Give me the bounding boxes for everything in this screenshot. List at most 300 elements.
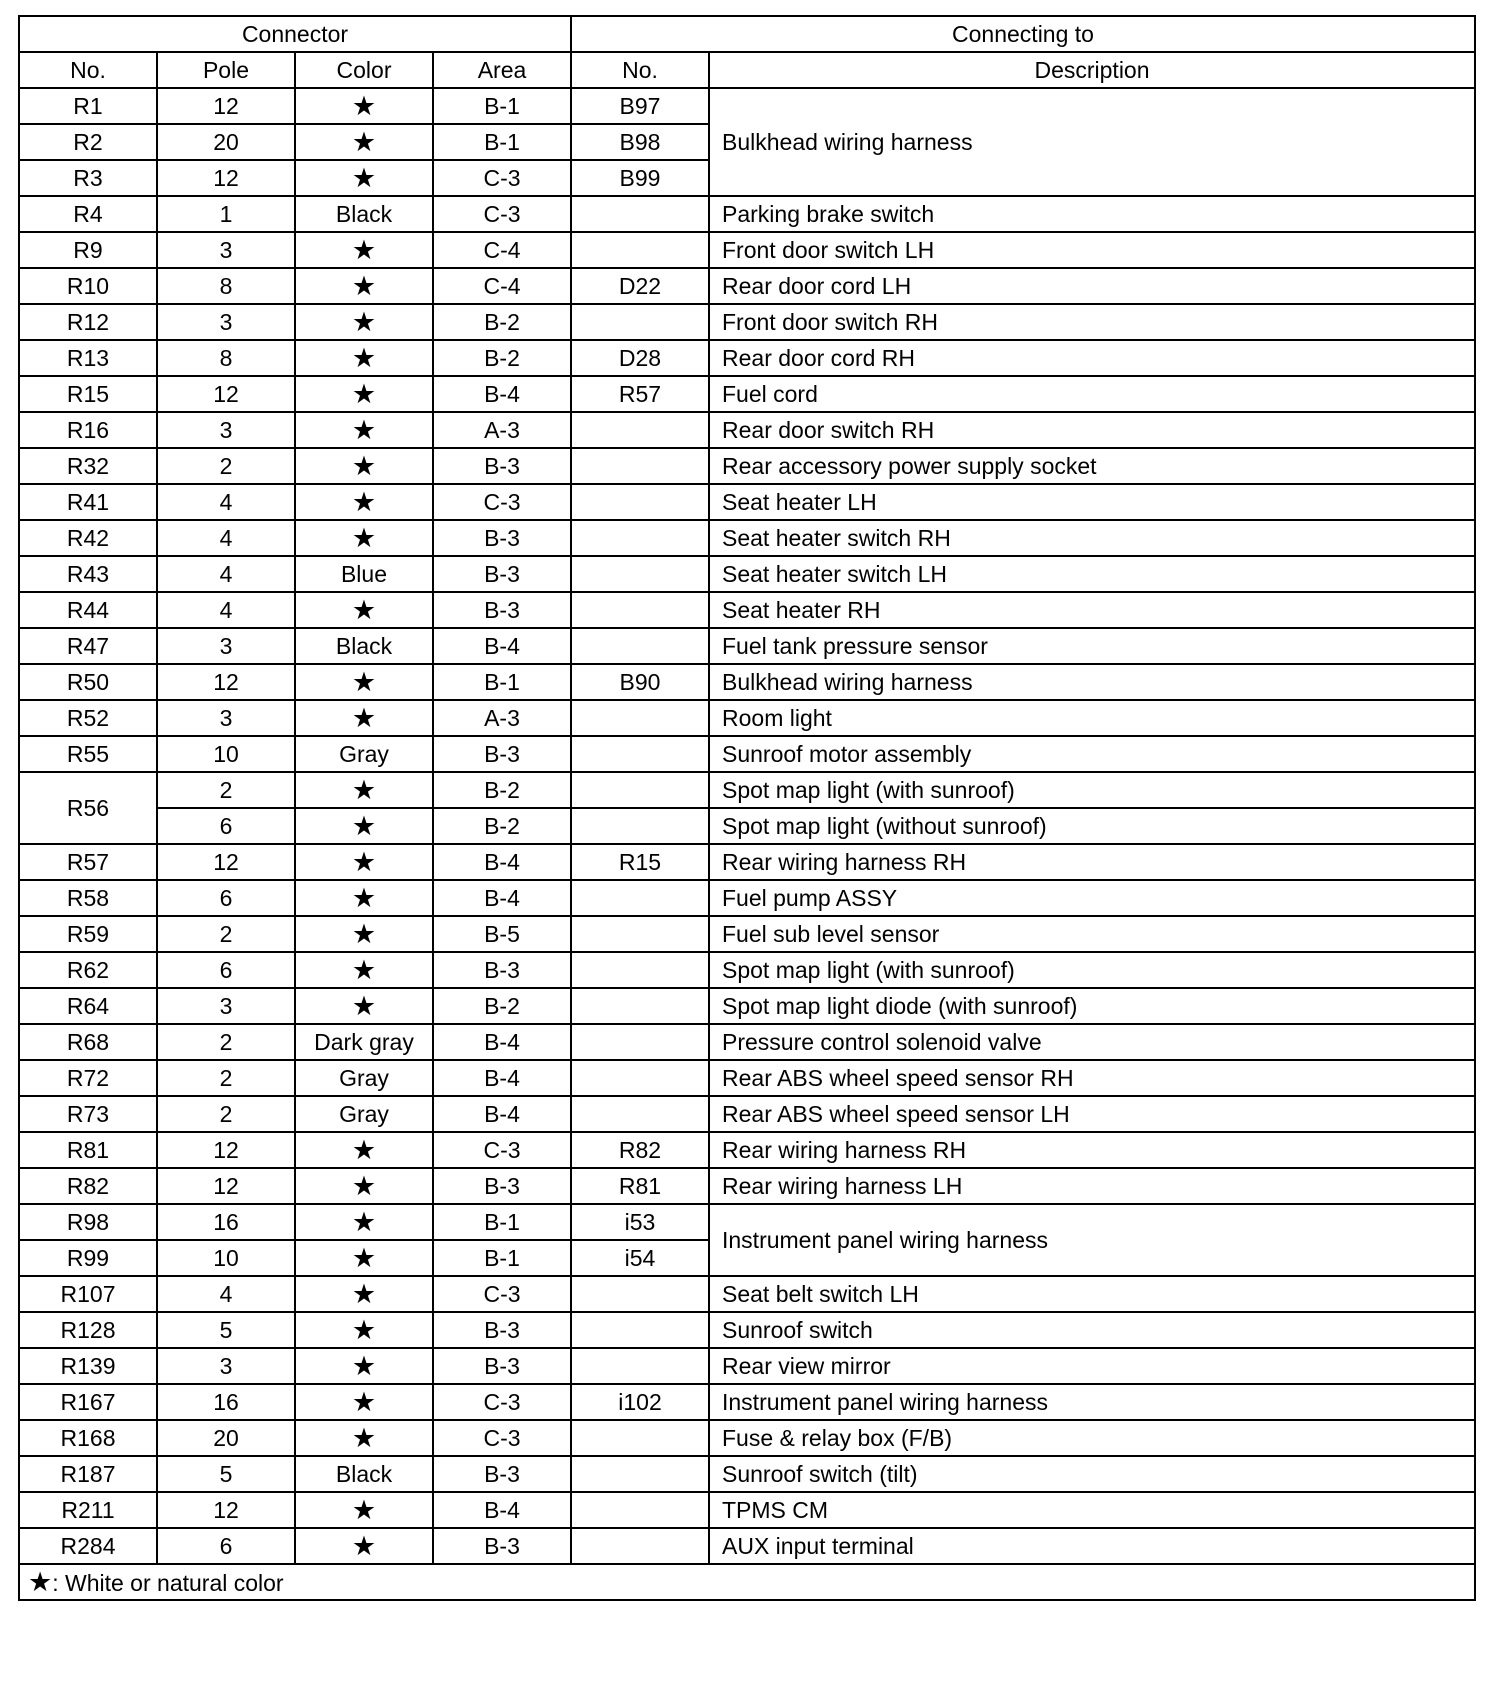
pole-cell: 12 <box>157 376 295 412</box>
description-cell: Sunroof switch (tilt) <box>709 1456 1475 1492</box>
description-cell: Bulkhead wiring harness <box>709 664 1475 700</box>
connecting-no-cell <box>571 1024 709 1060</box>
area-cell: C-3 <box>433 1132 571 1168</box>
table-row <box>19 268 1475 304</box>
table-row <box>19 700 1475 736</box>
connecting-no-cell <box>571 1420 709 1456</box>
color-cell: Black <box>295 1456 433 1492</box>
area-cell: B-3 <box>433 1456 571 1492</box>
connector-no-cell: R139 <box>19 1348 157 1384</box>
star-icon: ★ <box>351 846 377 877</box>
pole-cell: 6 <box>157 808 295 844</box>
area-cell: C-3 <box>433 1384 571 1420</box>
connector-no-cell: R15 <box>19 376 157 412</box>
area-cell: B-4 <box>433 1096 571 1132</box>
description-cell: Fuse & relay box (F/B) <box>709 1420 1475 1456</box>
color-cell: Black <box>295 196 433 232</box>
connector-no-cell: R72 <box>19 1060 157 1096</box>
star-icon: ★ <box>351 954 377 985</box>
connector-no-cell: R32 <box>19 448 157 484</box>
description-cell: Fuel tank pressure sensor <box>709 628 1475 664</box>
description-cell: Seat heater RH <box>709 592 1475 628</box>
legend-text: : White or natural color <box>52 1569 284 1596</box>
pole-cell: 2 <box>157 1096 295 1132</box>
area-cell: B-1 <box>433 124 571 160</box>
connector-no-cell: R56 <box>19 772 157 844</box>
description-cell: AUX input terminal <box>709 1528 1475 1564</box>
star-icon: ★ <box>351 1314 377 1345</box>
connector-no-cell: R128 <box>19 1312 157 1348</box>
table-row <box>19 1060 1475 1096</box>
connector-no-cell: R57 <box>19 844 157 880</box>
connecting-no-cell <box>571 1348 709 1384</box>
color-cell <box>295 268 433 304</box>
pole-cell: 16 <box>157 1384 295 1420</box>
color-cell <box>295 376 433 412</box>
area-cell: B-4 <box>433 1024 571 1060</box>
pole-cell: 2 <box>157 1024 295 1060</box>
table-row <box>19 736 1475 772</box>
color-cell <box>295 592 433 628</box>
area-cell: B-3 <box>433 736 571 772</box>
connecting-no-cell <box>571 232 709 268</box>
connector-table <box>18 15 1476 1601</box>
description-cell: Rear view mirror <box>709 1348 1475 1384</box>
description-cell: TPMS CM <box>709 1492 1475 1528</box>
connector-group-header: Connector <box>19 16 571 52</box>
pole-cell: 16 <box>157 1204 295 1240</box>
table-row <box>19 664 1475 700</box>
pole-cell: 10 <box>157 736 295 772</box>
table-row <box>19 880 1475 916</box>
star-icon: ★ <box>351 810 377 841</box>
description-cell: Rear wiring harness LH <box>709 1168 1475 1204</box>
star-icon: ★ <box>351 1350 377 1381</box>
pole-cell: 2 <box>157 1060 295 1096</box>
connecting-no-cell <box>571 628 709 664</box>
connecting-no-cell: R82 <box>571 1132 709 1168</box>
pole-cell: 20 <box>157 124 295 160</box>
pole-cell: 12 <box>157 1132 295 1168</box>
color-cell <box>295 484 433 520</box>
connector-no-cell: R10 <box>19 268 157 304</box>
connecting-to-group-header: Connecting to <box>571 16 1475 52</box>
area-cell: C-3 <box>433 1276 571 1312</box>
star-icon: ★ <box>351 594 377 625</box>
color-cell <box>295 1492 433 1528</box>
star-icon: ★ <box>351 666 377 697</box>
connecting-no-cell: R15 <box>571 844 709 880</box>
connector-no-cell: R9 <box>19 232 157 268</box>
star-icon: ★ <box>351 702 377 733</box>
description-cell: Bulkhead wiring harness <box>709 88 1475 196</box>
connector-no-cell: R167 <box>19 1384 157 1420</box>
pole-cell: 12 <box>157 664 295 700</box>
color-cell <box>295 1420 433 1456</box>
description-cell: Spot map light (without sunroof) <box>709 808 1475 844</box>
table-row <box>19 988 1475 1024</box>
table-row <box>19 1276 1475 1312</box>
connecting-no-cell <box>571 1312 709 1348</box>
description-cell: Rear accessory power supply socket <box>709 448 1475 484</box>
star-icon: ★ <box>351 1386 377 1417</box>
table-row <box>19 1096 1475 1132</box>
table-row <box>19 1420 1475 1456</box>
pole-cell: 3 <box>157 988 295 1024</box>
table-row <box>19 952 1475 988</box>
area-cell: C-4 <box>433 268 571 304</box>
color-cell <box>295 664 433 700</box>
pole-cell: 2 <box>157 448 295 484</box>
connecting-no-cell: R81 <box>571 1168 709 1204</box>
connector-no-cell: R13 <box>19 340 157 376</box>
area-cell: B-2 <box>433 772 571 808</box>
pole-cell: 2 <box>157 772 295 808</box>
connector-no-cell: R52 <box>19 700 157 736</box>
pole-cell: 4 <box>157 484 295 520</box>
color-cell <box>295 160 433 196</box>
star-icon: ★ <box>351 162 377 193</box>
table-row <box>19 1204 1475 1240</box>
table-row <box>19 196 1475 232</box>
legend-row <box>19 1564 1475 1600</box>
area-cell: B-2 <box>433 808 571 844</box>
area-cell: C-3 <box>433 1420 571 1456</box>
table-row <box>19 520 1475 556</box>
description-cell: Rear door cord LH <box>709 268 1475 304</box>
table-row <box>19 592 1475 628</box>
connector-no-cell: R64 <box>19 988 157 1024</box>
connector-no-cell: R187 <box>19 1456 157 1492</box>
table-row <box>19 1348 1475 1384</box>
area-cell: B-5 <box>433 916 571 952</box>
connector-no-cell: R82 <box>19 1168 157 1204</box>
connecting-no-cell <box>571 484 709 520</box>
color-cell <box>295 808 433 844</box>
connector-no-cell: R211 <box>19 1492 157 1528</box>
color-cell <box>295 232 433 268</box>
pole-cell: 3 <box>157 412 295 448</box>
area-cell: B-2 <box>433 988 571 1024</box>
color-cell <box>295 1348 433 1384</box>
star-icon: ★ <box>351 1242 377 1273</box>
connecting-no-cell: B97 <box>571 88 709 124</box>
to-no-column-header: No. <box>571 52 709 88</box>
connecting-no-cell <box>571 880 709 916</box>
area-cell: B-2 <box>433 304 571 340</box>
area-cell: C-3 <box>433 196 571 232</box>
connecting-no-cell: R57 <box>571 376 709 412</box>
star-icon: ★ <box>351 414 377 445</box>
color-cell: Gray <box>295 1096 433 1132</box>
table-row <box>19 232 1475 268</box>
color-cell <box>295 412 433 448</box>
pole-cell: 12 <box>157 160 295 196</box>
area-cell: B-1 <box>433 664 571 700</box>
pole-cell: 2 <box>157 916 295 952</box>
pole-cell: 6 <box>157 880 295 916</box>
table-row <box>19 88 1475 124</box>
pole-column-header: Pole <box>157 52 295 88</box>
star-icon: ★ <box>351 1530 377 1561</box>
connecting-no-cell <box>571 700 709 736</box>
connecting-no-cell <box>571 1528 709 1564</box>
description-cell: Sunroof motor assembly <box>709 736 1475 772</box>
connecting-no-cell: B99 <box>571 160 709 196</box>
description-column-header: Description <box>709 52 1475 88</box>
color-cell: Black <box>295 628 433 664</box>
connecting-no-cell <box>571 1276 709 1312</box>
description-cell: Seat heater switch LH <box>709 556 1475 592</box>
description-cell: Fuel sub level sensor <box>709 916 1475 952</box>
connecting-no-cell: B90 <box>571 664 709 700</box>
area-cell: B-4 <box>433 1492 571 1528</box>
connecting-no-cell <box>571 916 709 952</box>
connecting-no-cell <box>571 952 709 988</box>
pole-cell: 3 <box>157 304 295 340</box>
legend-cell <box>19 1564 1475 1600</box>
table-row <box>19 412 1475 448</box>
table-row <box>19 1168 1475 1204</box>
color-cell: Dark gray <box>295 1024 433 1060</box>
connector-no-cell: R168 <box>19 1420 157 1456</box>
table-row <box>19 376 1475 412</box>
description-cell: Seat belt switch LH <box>709 1276 1475 1312</box>
area-cell: C-3 <box>433 160 571 196</box>
pole-cell: 4 <box>157 592 295 628</box>
pole-cell: 6 <box>157 1528 295 1564</box>
star-icon: ★ <box>351 450 377 481</box>
connecting-no-cell <box>571 808 709 844</box>
area-cell: B-1 <box>433 88 571 124</box>
table-row <box>19 1384 1475 1420</box>
star-icon: ★ <box>351 918 377 949</box>
star-icon: ★ <box>351 1494 377 1525</box>
color-cell <box>295 880 433 916</box>
table-row <box>19 1024 1475 1060</box>
star-icon: ★ <box>351 126 377 157</box>
connector-no-cell: R81 <box>19 1132 157 1168</box>
pole-cell: 12 <box>157 88 295 124</box>
star-icon: ★ <box>351 990 377 1021</box>
pole-cell: 4 <box>157 520 295 556</box>
color-cell <box>295 124 433 160</box>
area-cell: B-4 <box>433 880 571 916</box>
area-cell: B-4 <box>433 628 571 664</box>
connector-no-cell: R58 <box>19 880 157 916</box>
description-cell: Seat heater switch RH <box>709 520 1475 556</box>
area-cell: A-3 <box>433 412 571 448</box>
connector-no-cell: R12 <box>19 304 157 340</box>
area-column-header: Area <box>433 52 571 88</box>
pole-cell: 4 <box>157 556 295 592</box>
connector-no-cell: R44 <box>19 592 157 628</box>
area-cell: B-3 <box>433 1312 571 1348</box>
pole-cell: 12 <box>157 1168 295 1204</box>
table-row <box>19 808 1475 844</box>
star-icon: ★ <box>351 378 377 409</box>
connecting-no-cell <box>571 1456 709 1492</box>
table-row <box>19 304 1475 340</box>
table-row <box>19 340 1475 376</box>
connector-no-cell: R43 <box>19 556 157 592</box>
area-cell: A-3 <box>433 700 571 736</box>
connector-no-cell: R3 <box>19 160 157 196</box>
pole-cell: 3 <box>157 628 295 664</box>
description-cell: Instrument panel wiring harness <box>709 1204 1475 1276</box>
area-cell: B-2 <box>433 340 571 376</box>
color-cell <box>295 1312 433 1348</box>
connector-no-cell: R68 <box>19 1024 157 1060</box>
no-column-header: No. <box>19 52 157 88</box>
area-cell: B-3 <box>433 592 571 628</box>
area-cell: C-3 <box>433 484 571 520</box>
color-cell <box>295 916 433 952</box>
area-cell: B-4 <box>433 844 571 880</box>
area-cell: B-3 <box>433 556 571 592</box>
description-cell: Rear door cord RH <box>709 340 1475 376</box>
star-icon: ★ <box>351 306 377 337</box>
area-cell: B-3 <box>433 952 571 988</box>
area-cell: C-4 <box>433 232 571 268</box>
pole-cell: 5 <box>157 1456 295 1492</box>
color-cell <box>295 1384 433 1420</box>
pole-cell: 6 <box>157 952 295 988</box>
connector-no-cell: R4 <box>19 196 157 232</box>
area-cell: B-3 <box>433 520 571 556</box>
color-cell: Blue <box>295 556 433 592</box>
color-cell <box>295 304 433 340</box>
color-cell <box>295 1528 433 1564</box>
color-cell <box>295 448 433 484</box>
star-icon: ★ <box>351 522 377 553</box>
connecting-no-cell <box>571 304 709 340</box>
color-cell <box>295 952 433 988</box>
table-row <box>19 556 1475 592</box>
connecting-no-cell <box>571 1492 709 1528</box>
connector-no-cell: R16 <box>19 412 157 448</box>
table-row <box>19 772 1475 808</box>
pole-cell: 3 <box>157 1348 295 1384</box>
description-cell: Spot map light diode (with sunroof) <box>709 988 1475 1024</box>
connector-no-cell: R2 <box>19 124 157 160</box>
pole-cell: 3 <box>157 232 295 268</box>
table-row <box>19 1132 1475 1168</box>
description-cell: Rear door switch RH <box>709 412 1475 448</box>
table-row <box>19 1312 1475 1348</box>
star-icon: ★ <box>351 342 377 373</box>
connecting-no-cell <box>571 1060 709 1096</box>
pole-cell: 4 <box>157 1276 295 1312</box>
description-cell: Rear wiring harness RH <box>709 844 1475 880</box>
color-cell <box>295 1240 433 1276</box>
area-cell: B-3 <box>433 448 571 484</box>
connector-no-cell: R59 <box>19 916 157 952</box>
color-cell <box>295 88 433 124</box>
connecting-no-cell <box>571 592 709 628</box>
table-row <box>19 844 1475 880</box>
star-icon: ★ <box>351 1134 377 1165</box>
connector-no-cell: R98 <box>19 1204 157 1240</box>
connector-no-cell: R41 <box>19 484 157 520</box>
area-cell: B-1 <box>433 1240 571 1276</box>
description-cell: Fuel cord <box>709 376 1475 412</box>
star-icon: ★ <box>351 1278 377 1309</box>
color-cell <box>295 1276 433 1312</box>
pole-cell: 12 <box>157 844 295 880</box>
connector-no-cell: R1 <box>19 88 157 124</box>
description-cell: Room light <box>709 700 1475 736</box>
connecting-no-cell <box>571 448 709 484</box>
star-icon: ★ <box>351 774 377 805</box>
connector-no-cell: R62 <box>19 952 157 988</box>
color-cell <box>295 844 433 880</box>
star-icon: ★ <box>351 1170 377 1201</box>
area-cell: B-4 <box>433 376 571 412</box>
pole-cell: 3 <box>157 700 295 736</box>
color-cell <box>295 988 433 1024</box>
connector-no-cell: R73 <box>19 1096 157 1132</box>
star-icon: ★ <box>351 1206 377 1237</box>
star-icon: ★ <box>351 486 377 517</box>
area-cell: B-4 <box>433 1060 571 1096</box>
table-row <box>19 916 1475 952</box>
table-row <box>19 1528 1475 1564</box>
star-icon: ★ <box>351 270 377 301</box>
column-header-row <box>19 52 1475 88</box>
connector-table-wrapper <box>18 15 1476 1601</box>
area-cell: B-3 <box>433 1528 571 1564</box>
connecting-no-cell <box>571 772 709 808</box>
description-cell: Spot map light (with sunroof) <box>709 952 1475 988</box>
star-icon: ★ <box>351 1422 377 1453</box>
color-cell: Gray <box>295 1060 433 1096</box>
connecting-no-cell: D22 <box>571 268 709 304</box>
description-cell: Parking brake switch <box>709 196 1475 232</box>
connector-no-cell: R107 <box>19 1276 157 1312</box>
connector-no-cell: R47 <box>19 628 157 664</box>
star-icon: ★ <box>351 90 377 121</box>
description-cell: Sunroof switch <box>709 1312 1475 1348</box>
description-cell: Seat heater LH <box>709 484 1475 520</box>
description-cell: Pressure control solenoid valve <box>709 1024 1475 1060</box>
color-cell <box>295 1204 433 1240</box>
description-cell: Rear ABS wheel speed sensor RH <box>709 1060 1475 1096</box>
connector-no-cell: R284 <box>19 1528 157 1564</box>
color-cell <box>295 520 433 556</box>
description-cell: Instrument panel wiring harness <box>709 1384 1475 1420</box>
area-cell: B-3 <box>433 1168 571 1204</box>
connecting-no-cell: i102 <box>571 1384 709 1420</box>
color-cell <box>295 772 433 808</box>
table-row <box>19 628 1475 664</box>
connecting-no-cell <box>571 520 709 556</box>
connecting-no-cell <box>571 1096 709 1132</box>
pole-cell: 1 <box>157 196 295 232</box>
pole-cell: 20 <box>157 1420 295 1456</box>
pole-cell: 8 <box>157 268 295 304</box>
table-row <box>19 484 1475 520</box>
connecting-no-cell: i53 <box>571 1204 709 1240</box>
description-cell: Fuel pump ASSY <box>709 880 1475 916</box>
star-icon: ★ <box>28 1566 53 1597</box>
table-row <box>19 1492 1475 1528</box>
color-column-header: Color <box>295 52 433 88</box>
area-cell: B-1 <box>433 1204 571 1240</box>
table-row <box>19 448 1475 484</box>
color-cell: Gray <box>295 736 433 772</box>
description-cell: Front door switch LH <box>709 232 1475 268</box>
